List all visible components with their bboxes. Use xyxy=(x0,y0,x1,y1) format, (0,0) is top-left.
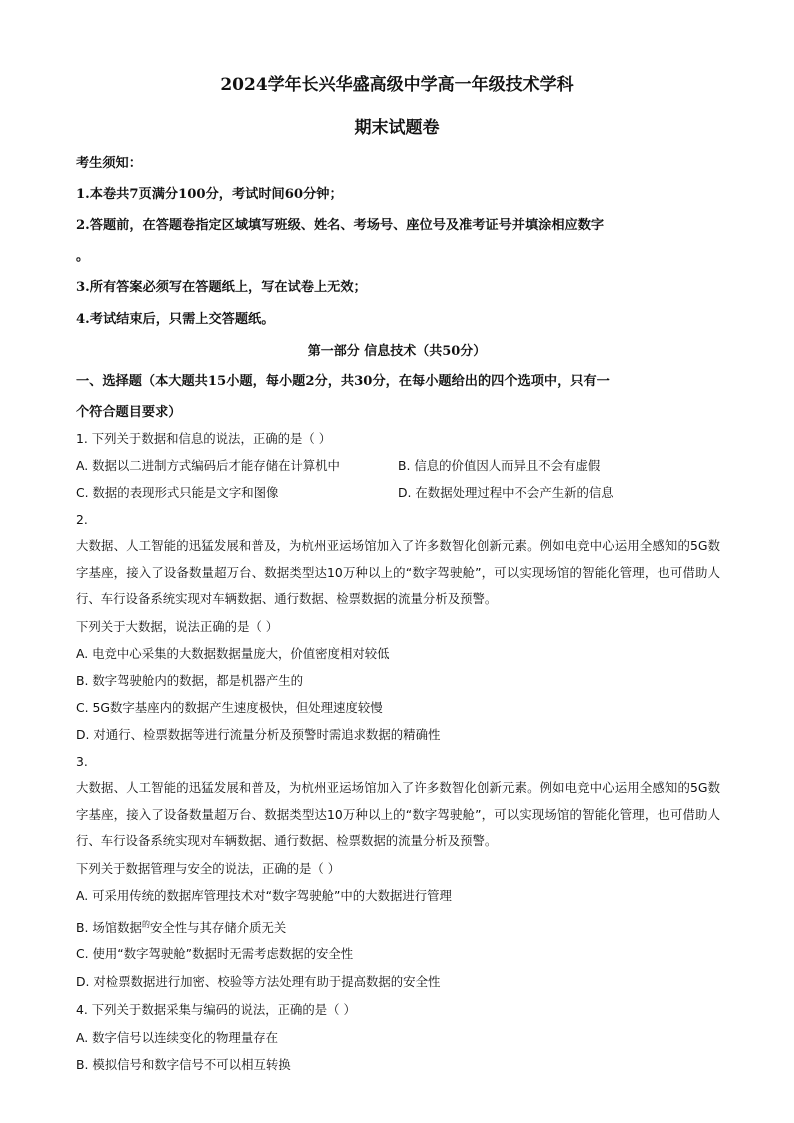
notice-item-2-cont: 。 xyxy=(76,249,90,264)
q3-option-b xyxy=(76,917,286,936)
section-instruction-1: 一、选择题（本大题共15小题，每小题2分，共30分，在每小题给出的四个选项中，只有一 xyxy=(76,374,610,389)
q2-option-c: C. 5G数字基座内的数据产生速度极快，但处理速度较慢 xyxy=(76,700,383,715)
notice-item-4: 4.考试结束后，只需上交答题纸。 xyxy=(76,312,275,327)
notice-item-1: 1.本卷共7页满分100分，考试时间60分钟； xyxy=(76,187,343,202)
q2-option-a: A. 电竞中心采集的大数据数据量庞大，价值密度相对较低 xyxy=(76,646,390,661)
q3-option-b-pre: B. 场馆数据 xyxy=(76,920,142,936)
q4-stem: 4. 下列关于数据采集与编码的说法，正确的是（ ） xyxy=(76,1002,356,1017)
q2-option-d: D. 对通行、检票数据等进行流量分析及预警时需追求数据的精确性 xyxy=(76,727,441,742)
exam-subtitle: 期末试题卷 xyxy=(354,118,440,138)
q2-stem: 下列关于大数据，说法正确的是（ ） xyxy=(76,619,279,634)
q3-option-b-post: 安全性与其存储介质无关 xyxy=(149,920,287,936)
q4-option-b: B. 模拟信号和数字信号不可以相互转换 xyxy=(76,1057,291,1072)
q2-option-b: B. 数字驾驶舱内的数据，都是机器产生的 xyxy=(76,673,304,688)
q2-passage: 大数据、人工智能的迅猛发展和普及，为杭州亚运场馆加入了许多数智化创新元素。例如电竞中心运用全感知的5G数字基座，接入了设备数量超万台、数据类型达10万种以上的“数字驾驶舱”，可以实现场馆的智能化管理，也可借助人行、车行设备系统实现对车辆数据、通行数据、检票数据的流量分析及预警。 xyxy=(76,538,720,606)
q2-number: 2. xyxy=(76,512,88,527)
q3-option-c: C. 使用“数字驾驶舱”数据时无需考虑数据的安全性 xyxy=(76,946,354,961)
q3-option-b-sup: 的 xyxy=(141,920,150,929)
q3-stem: 下列关于数据管理与安全的说法，正确的是（ ） xyxy=(76,861,341,876)
q3-number: 3. xyxy=(76,754,88,769)
q3-passage: 大数据、人工智能的迅猛发展和普及，为杭州亚运场馆加入了许多数智化创新元素。例如电竞中心运用全感知的5G数字基座，接入了设备数量超万台、数据类型达10万种以上的“数字驾驶舱”，可以实现场馆的智能化管理，也可借助人行、车行设备系统实现对车辆数据、通行数据、检票数据的流量分析及预警。 xyxy=(76,780,720,848)
q4-option-a: A. 数字信号以连续变化的物理量存在 xyxy=(76,1030,278,1045)
section-title: 第一部分 信息技术（共50分） xyxy=(307,344,487,359)
q3-option-d: D. 对检票数据进行加密、校验等方法处理有助于提高数据的安全性 xyxy=(76,974,441,989)
notice-item-2: 2.答题前，在答题卷指定区域填写班级、姓名、考场号、座位号及准考证号并填涂相应数字 xyxy=(76,218,605,233)
notice-heading: 考生须知： xyxy=(76,156,142,171)
q1-option-d: D. 在数据处理过程中不会产生新的信息 xyxy=(398,485,614,500)
q1-option-b: B. 信息的价值因人而异且不会有虚假 xyxy=(398,458,601,473)
q1-option-c: C. 数据的表现形式只能是文字和图像 xyxy=(76,485,279,500)
notice-item-3: 3.所有答案必须写在答题纸上，写在试卷上无效； xyxy=(76,280,367,295)
section-instruction-2: 个符合题目要求） xyxy=(76,405,182,420)
q1-option-a: A. 数据以二进制方式编码后才能存储在计算机中 xyxy=(76,458,340,473)
exam-title: 2024学年长兴华盛高级中学高一年级技术学科 xyxy=(220,75,574,95)
q3-option-a: A. 可采用传统的数据库管理技术对“数字驾驶舱”中的大数据进行管理 xyxy=(76,888,452,903)
q1-stem: 1. 下列关于数据和信息的说法，正确的是（ ） xyxy=(76,431,332,446)
